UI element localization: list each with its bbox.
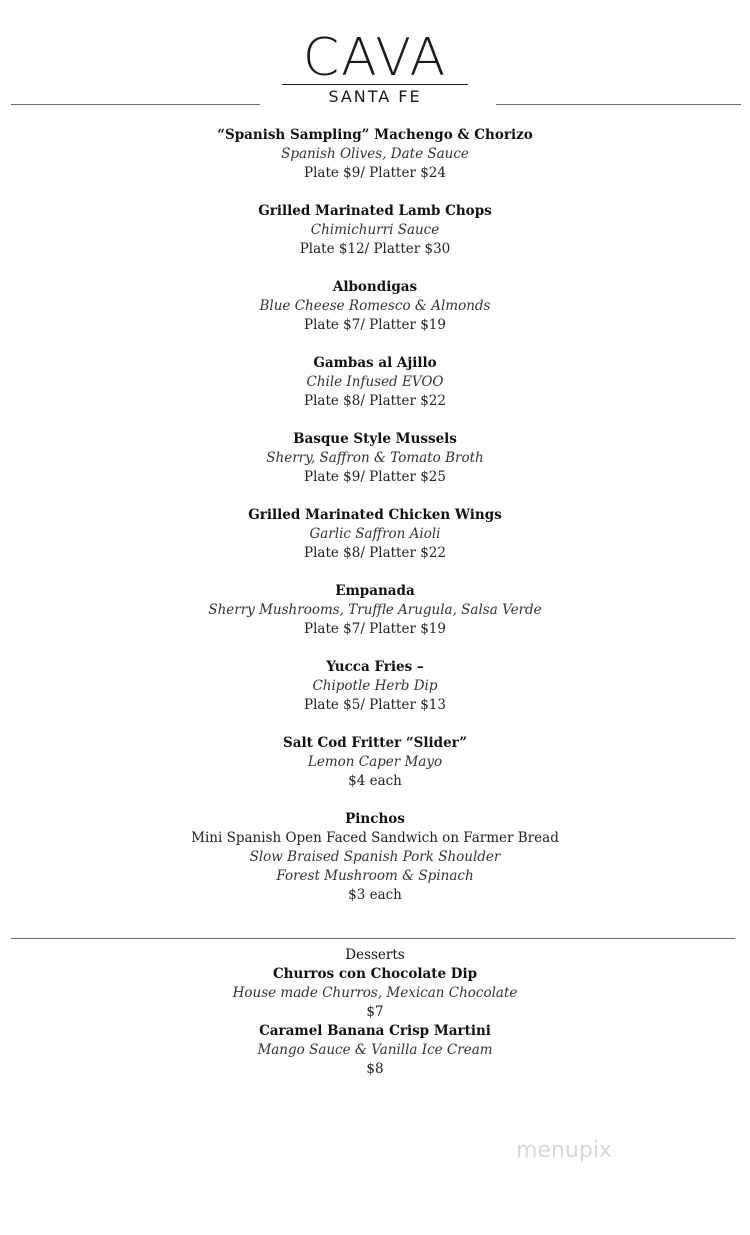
- menu-item-description: Lemon Caper Mayo: [307, 754, 443, 770]
- menu-item: [0, 354, 750, 411]
- menu-item: [0, 658, 750, 715]
- menu-item-description: Spanish Olives, Date Sauce: [281, 146, 469, 162]
- menu-item-name: Yucca Fries –: [326, 659, 424, 675]
- logo-location: SANTA FE: [328, 87, 422, 106]
- menu-item: [0, 126, 750, 183]
- menu-item-name: Grilled Marinated Chicken Wings: [248, 507, 502, 523]
- menu-item-name: Gambas al Ajillo: [313, 355, 437, 371]
- menu-item-description: Chipotle Herb Dip: [312, 678, 438, 694]
- menu-item-price: Plate $5/ Platter $13: [304, 697, 446, 713]
- watermark: menupix: [516, 1138, 612, 1163]
- pinchos-name: Pinchos: [345, 811, 405, 827]
- dessert-price: $7: [366, 1004, 384, 1020]
- menu-item-description: Chimichurri Sauce: [310, 222, 440, 238]
- header-divider-right: [496, 104, 741, 105]
- menu-item-price: $4 each: [348, 773, 402, 789]
- restaurant-logo: [0, 30, 750, 107]
- menu-item-description: Chile Infused EVOO: [306, 374, 444, 390]
- menu-item-name: Basque Style Mussels: [293, 431, 457, 447]
- menu-item-description: Garlic Saffron Aioli: [309, 526, 441, 542]
- pinchos-description: Slow Braised Spanish Pork Shoulder: [249, 849, 501, 865]
- dessert-description: House made Churros, Mexican Chocolate: [232, 985, 518, 1001]
- menu-item-price: Plate $9/ Platter $24: [304, 165, 446, 181]
- menu-item: [0, 506, 750, 563]
- menu-item: [0, 202, 750, 259]
- menu-item-price: Plate $7/ Platter $19: [304, 317, 446, 333]
- tapas-menu: [0, 126, 750, 924]
- dessert-name: Caramel Banana Crisp Martini: [259, 1023, 491, 1039]
- menu-item: [0, 430, 750, 487]
- menu-item-price: Plate $12/ Platter $30: [299, 241, 451, 257]
- menu-item: [0, 734, 750, 791]
- menu-item-description: Blue Cheese Romesco & Almonds: [259, 298, 491, 314]
- pinchos-item: [0, 810, 750, 905]
- dessert-name: Churros con Chocolate Dip: [272, 966, 478, 982]
- menu-item-name: Grilled Marinated Lamb Chops: [258, 203, 492, 219]
- menu-item-price: Plate $7/ Platter $19: [304, 621, 446, 637]
- menu-item: [0, 278, 750, 335]
- menu-item-name: Albondigas: [332, 279, 418, 295]
- dessert-description: Mango Sauce & Vanilla Ice Cream: [257, 1042, 493, 1058]
- desserts-heading: Desserts: [345, 947, 405, 963]
- header-divider-left: [11, 104, 260, 105]
- desserts-section: [0, 946, 750, 1079]
- menu-item-name: Salt Cod Fritter “Slider”: [282, 735, 468, 751]
- menu-item: [0, 582, 750, 639]
- pinchos-price: $3 each: [348, 887, 402, 903]
- pinchos-subtitle: Mini Spanish Open Faced Sandwich on Farmer Bread: [191, 830, 559, 846]
- menu-item-name: Empanada: [335, 583, 415, 599]
- menu-item-price: Plate $9/ Platter $25: [304, 469, 446, 485]
- logo-wordmark: CAVA: [302, 28, 448, 88]
- menu-item-price: Plate $8/ Platter $22: [304, 545, 446, 561]
- menu-item-description: Sherry, Saffron & Tomato Broth: [266, 450, 484, 466]
- dessert-price: $8: [366, 1061, 384, 1077]
- desserts-divider: [11, 938, 735, 939]
- menu-item-name: “Spanish Sampling” Machengo & Chorizo: [217, 127, 533, 143]
- menu-item-description: Sherry Mushrooms, Truffle Arugula, Salsa Verde: [208, 602, 542, 618]
- pinchos-description: Forest Mushroom & Spinach: [276, 868, 474, 884]
- menu-item-price: Plate $8/ Platter $22: [304, 393, 446, 409]
